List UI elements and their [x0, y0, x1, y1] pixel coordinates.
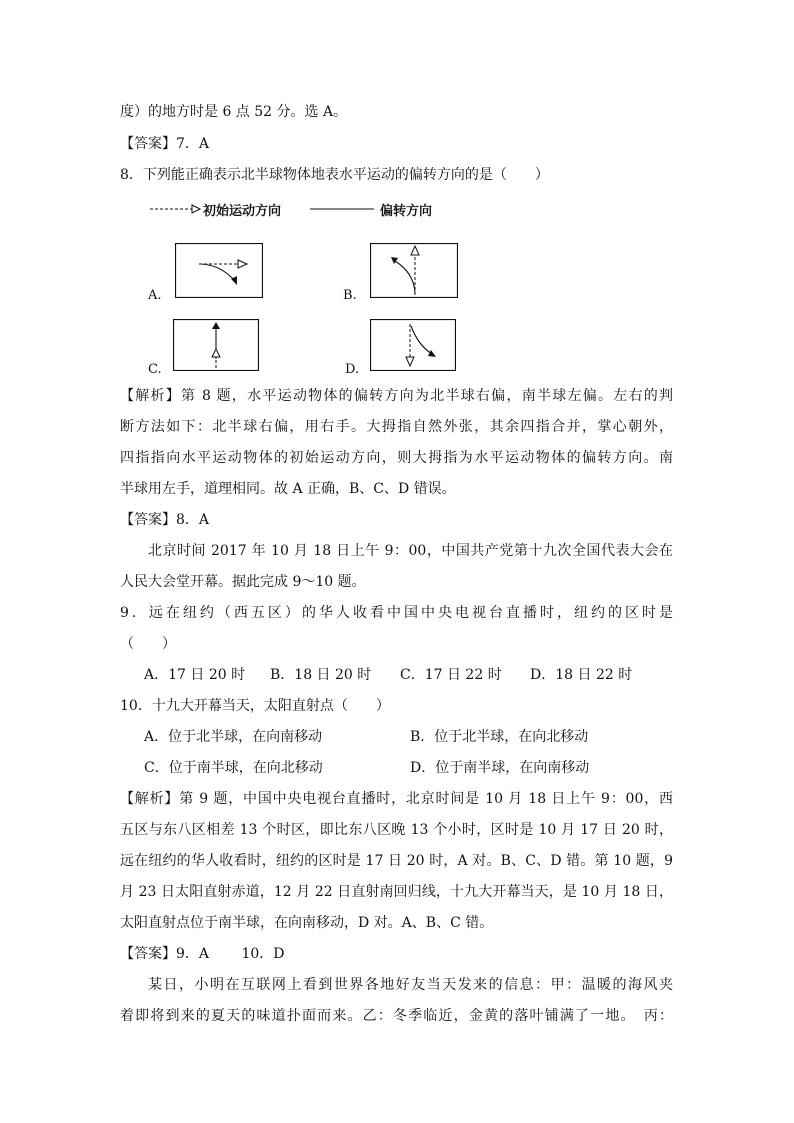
- option-d-label: D.: [345, 362, 360, 377]
- diagram-c: [173, 319, 259, 371]
- legend-initial-label: 初始运动方向: [203, 204, 282, 219]
- analysis-9-line-1: 【解析】第 9 题，中国中央电视台直播时，北京时间是 10 月 18 日上午 9：00，西: [120, 791, 673, 807]
- analysis-8-line-1: 【解析】第 8 题，水平运动物体的偏转方向为北半球右偏，南半球左偏。左右的判: [120, 388, 673, 404]
- analysis-8-line-2: 断方法如下：北半球右偏，用右手。大拇指自然外张，其余四指合并，掌心朝外，: [120, 419, 673, 435]
- material-line-2: 人民大会堂开幕。据此完成 9～10 题。: [120, 574, 366, 590]
- material-line-1: 北京时间 2017 年 10 月 18 日上午 9：00，中国共产党第十九次全国代表大会在: [148, 543, 673, 559]
- analysis-9-line-2: 五区与东八区相差 13 个时区，即比东八区晚 13 个小时，区时是 10 月 17 日 20 时，: [120, 822, 673, 838]
- analysis-9-line-4: 月 23 日太阳直射赤道，12 月 22 日直射南回归线，十九大开幕当天，是 10 月 18 日，: [120, 884, 673, 900]
- question-9-brackets: （ ）: [120, 636, 176, 652]
- analysis-9-line-5: 太阳直射点位于南半球，在向南移动，D 对。A、B、C 错。: [120, 915, 494, 931]
- text-line: 度）的地方时是 6 点 52 分。选 A。: [120, 104, 348, 120]
- legend-hollow-arrowhead: [192, 205, 200, 213]
- option-c-label: C.: [148, 362, 162, 377]
- diagram-d: [370, 319, 456, 371]
- q10-option-a: A．位于北半球，在向南移动: [144, 729, 323, 745]
- question-8: 8．下列能正确表示北半球物体地表水平运动的偏转方向的是（ ）: [120, 167, 549, 183]
- q9-option-d: D．18 日 22 时: [530, 667, 633, 683]
- answer-9-10: 【答案】9．A 10．D: [120, 946, 285, 962]
- q9-option-a: A．17 日 20 时: [144, 667, 246, 683]
- diagram-a: [175, 243, 263, 298]
- analysis-8-line-3: 四指指向水平运动物体的初始运动方向，则大拇指为水平运动物体的偏转方向。南: [120, 450, 673, 466]
- material-2-line-2: 着即将到来的夏天的味道扑面而来。乙：冬季临近，金黄的落叶铺满了一地。 丙：: [120, 1008, 673, 1024]
- q9-option-c: C．17 日 22 时: [400, 667, 502, 683]
- question-9: 9．远在纽约（西五区）的华人收看中国中央电视台直播时，纽约的区时是: [120, 605, 673, 621]
- q10-option-c: C．位于南半球，在向北移动: [144, 760, 323, 776]
- analysis-9-line-3: 远在纽约的华人收看时，纽约的区时是 17 日 20 时，A 对。B、C、D 错。第 10 题，9: [120, 853, 673, 869]
- diagram-legend: [150, 199, 450, 221]
- option-b-label: B.: [343, 288, 357, 303]
- answer-7: 【答案】7．A: [120, 136, 210, 152]
- analysis-8-line-4: 半球用左手，道理相同。故 A 正确，B、C、D 错误。: [120, 481, 456, 497]
- material-2-line-1: 某日，小明在互联网上看到世界各地好友当天发来的信息：甲：温暖的海风夹: [148, 977, 673, 993]
- answer-8: 【答案】8．A: [120, 512, 210, 528]
- legend-deflect-label: 偏转方向: [380, 204, 433, 219]
- q9-option-b: B．18 日 20 时: [270, 667, 372, 683]
- diagram-b: [370, 243, 458, 298]
- option-a-label: A.: [148, 288, 162, 303]
- q10-option-b: B．位于北半球，在向北移动: [410, 729, 589, 745]
- q10-option-d: D．位于南半球，在向南移动: [410, 760, 590, 776]
- question-10: 10．十九大开幕当天，太阳直射点（ ）: [120, 698, 390, 714]
